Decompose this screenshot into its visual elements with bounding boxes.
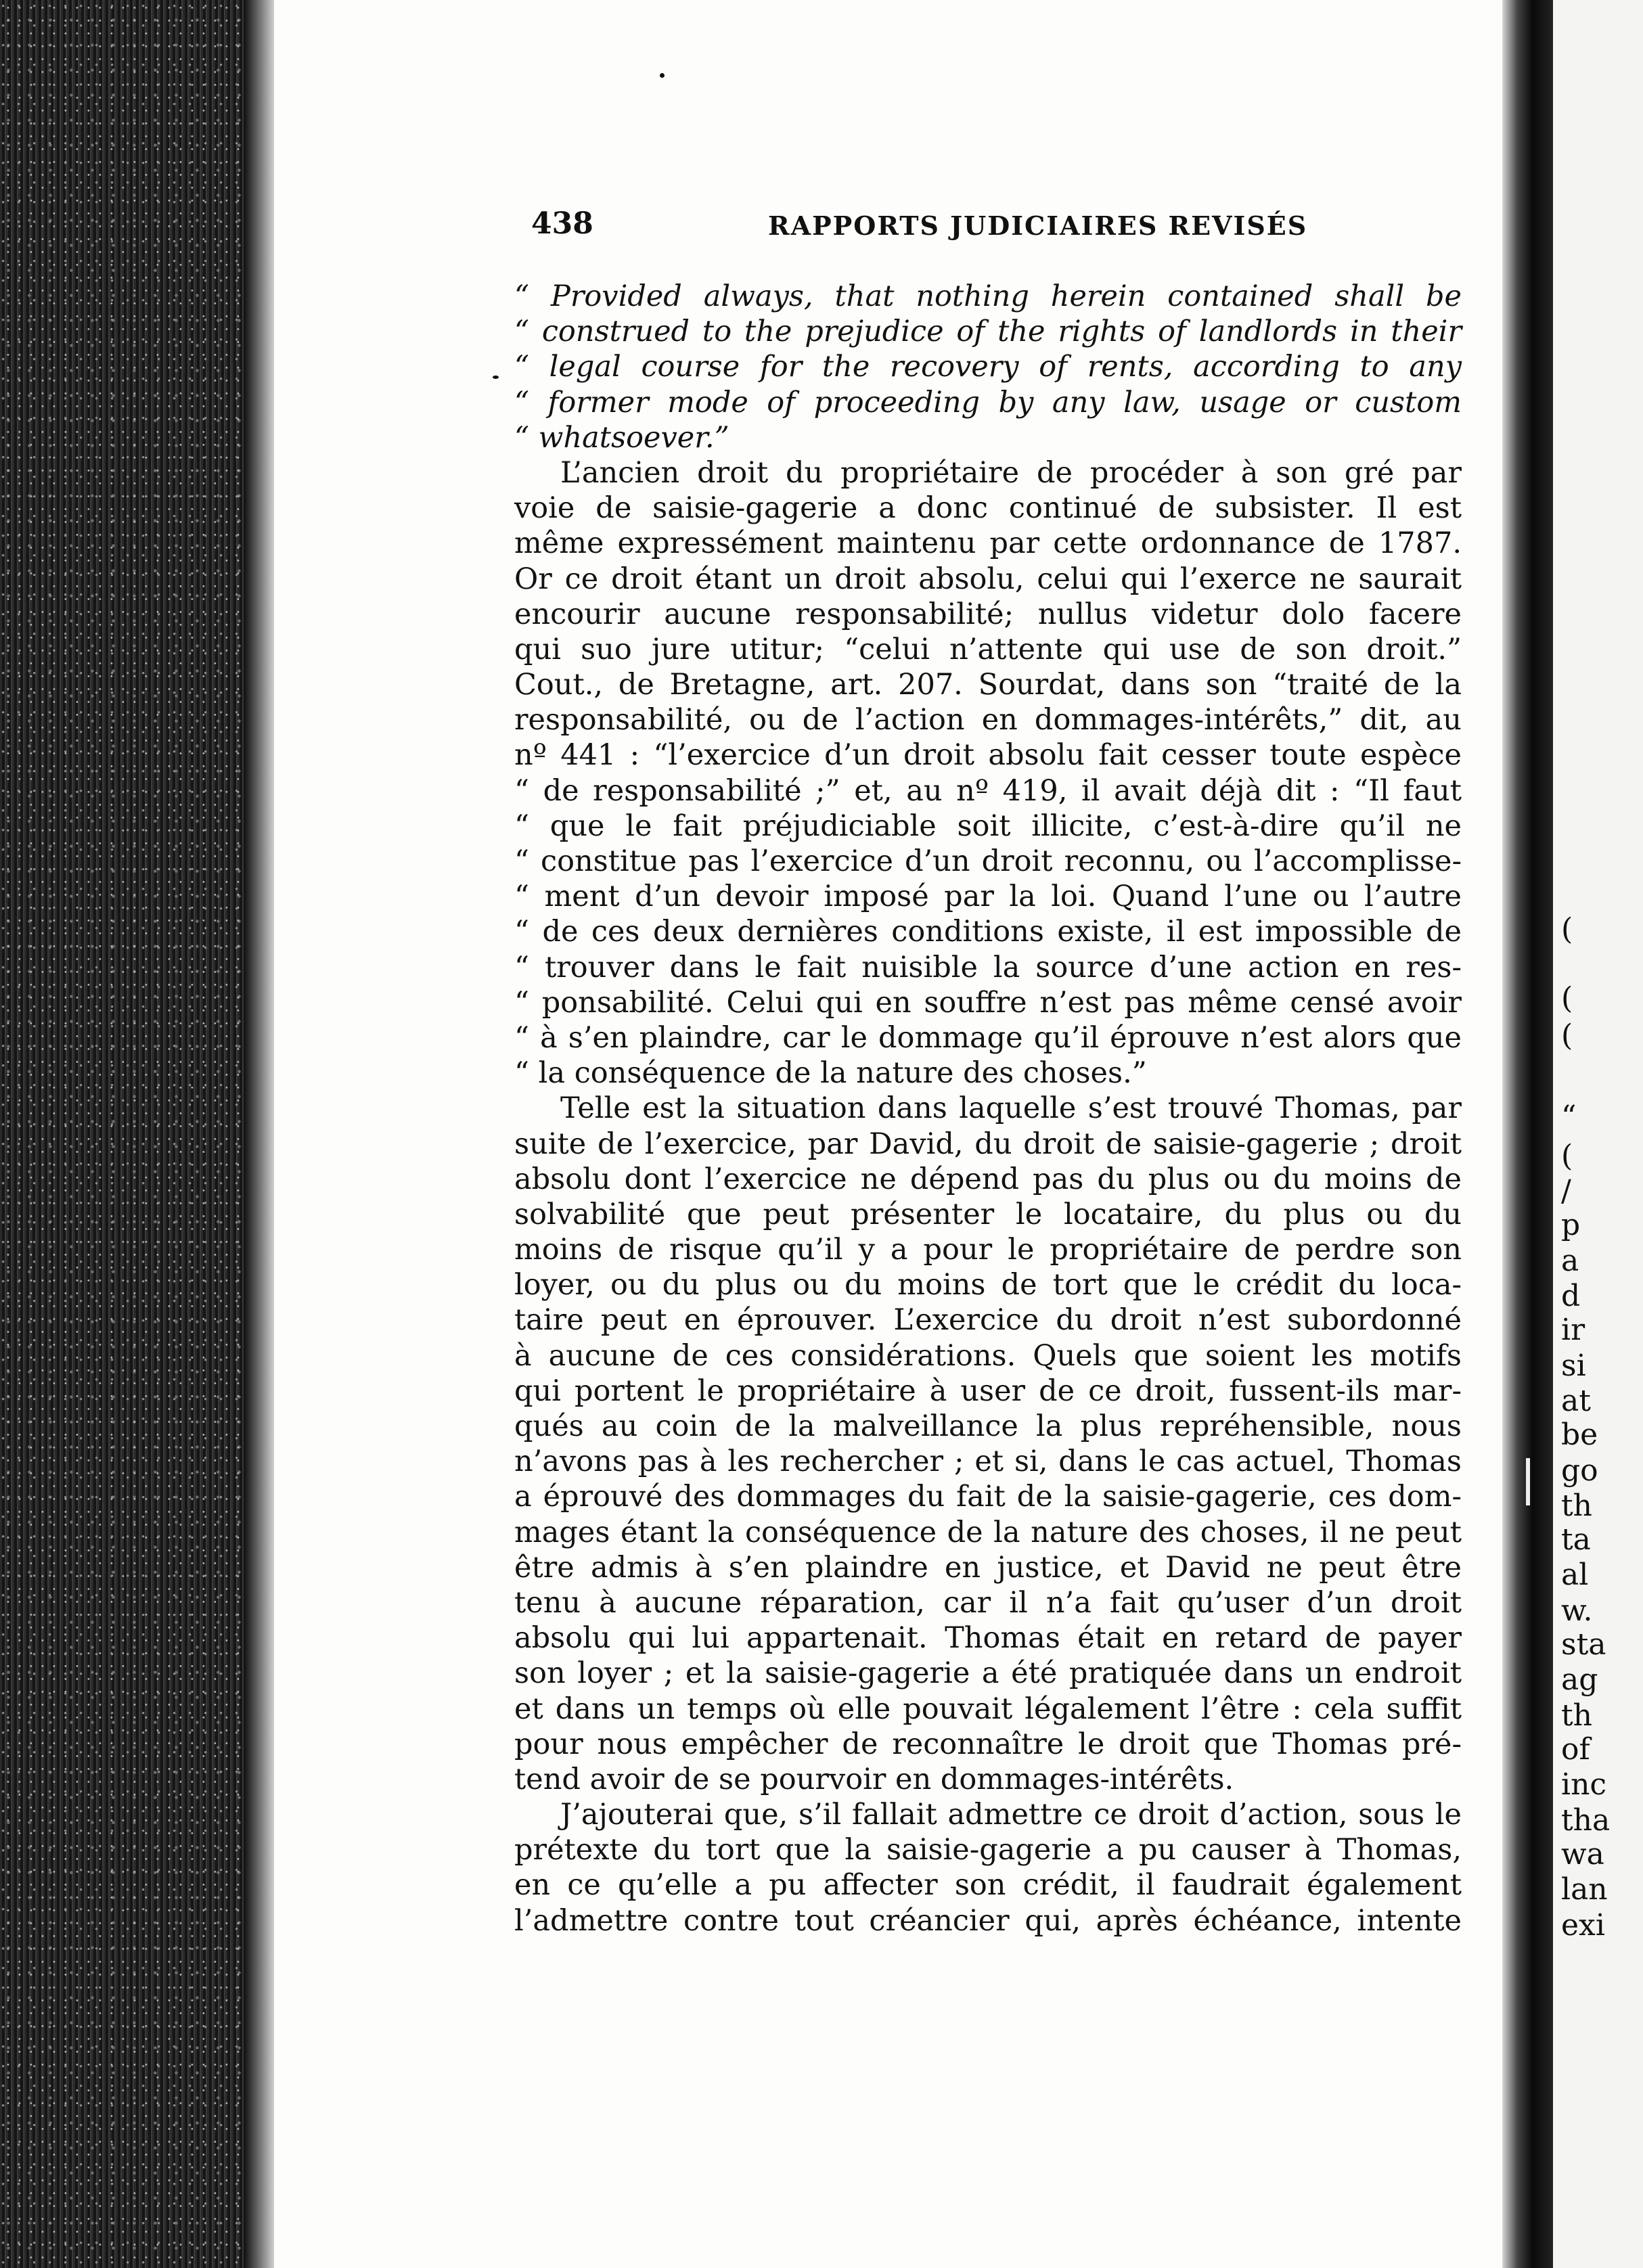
next-page-text: of [1561,1732,1590,1767]
text-line: “ ment d’un devoir imposé par la loi. Quand l’une ou l’autre [514,880,1462,914]
ink-speck [660,73,665,78]
text-line: suite de l’exercice, par David, du droit de saisie-gagerie ; droit [514,1127,1462,1161]
text-line: “ que le fait préjudiciable soit illicite, c’est-à-dire qu’il ne [514,809,1462,843]
paragraph [514,455,1462,1091]
next-page-text: be [1561,1418,1598,1452]
text-line: absolu qui lui appartenait. Thomas était en retard de payer [514,1621,1462,1656]
next-page-text: ( [1561,1018,1573,1053]
text-line: moins de risque qu’il y a pour le propriétaire de perdre son [514,1233,1462,1267]
text-line: qui portent le propriétaire à user de ce droit, fussent-ils mar- [514,1374,1462,1408]
page-edge-left [0,0,274,2268]
running-head [531,206,1451,247]
text-line: l’admettre contre tout créancier qui, après échéance, intente [514,1903,1462,1938]
text-line: tenu à aucune réparation, car il n’a fait qu’user d’un droit [514,1585,1462,1620]
page-gutter-shadow [244,0,274,2268]
text-line: L’ancien droit du propriétaire de procéder à son gré par [560,455,1462,490]
text-line: qui suo jure utitur; “celui n’attente qui use de son droit.” [514,632,1462,666]
text-line: absolu dont l’exercice ne dépend pas du plus ou du moins de [514,1162,1462,1196]
text-line: nº 441 : “l’exercice d’un droit absolu fait cesser toute espèce [514,738,1462,773]
next-page-text: / [1561,1174,1571,1208]
text-line: qués au coin de la malveillance la plus repréhensible, nous [514,1409,1462,1443]
quote-line: “ construed to the prejudice of the rights of landlords in their [514,315,1462,349]
quote-line: “ Provided always, that nothing herein contained shall be [514,279,1462,313]
text-line: être admis à s’en plaindre en justice, et David ne peut être [514,1550,1462,1585]
next-page-text: p [1561,1208,1581,1242]
text-line: solvabilité que peut présenter le locataire, du plus ou du [514,1197,1462,1231]
text-line: mages étant la conséquence de la nature des choses, il ne peut [514,1515,1462,1549]
next-page-text: at [1561,1384,1591,1418]
next-page-text: w. [1561,1593,1593,1628]
next-page-text: ag [1561,1662,1598,1697]
text-line: à aucune de ces considérations. Quels que soient les motifs [514,1338,1462,1373]
next-page-text: lan [1561,1872,1608,1907]
english-quote [514,279,1462,455]
next-page-text: exi [1561,1908,1605,1943]
text-line: n’avons pas à les rechercher ; et si, dans le cas actuel, Thomas [514,1445,1462,1479]
text-line: J’ajouterai que, s’il fallait admettre ce droit d’action, sous le [560,1798,1462,1832]
text-line: “ à s’en plaindre, car le dommage qu’il éprouve n’est alors que [514,1020,1462,1055]
text-line: “ de ces deux dernières conditions existe, il est impossible de [514,915,1462,949]
next-page-text: tha [1561,1803,1611,1838]
body-text [514,279,1462,1938]
next-page-text: al [1561,1558,1589,1592]
text-line: “ de responsabilité ;” et, au nº 419, il avait déjà dit : “Il faut [514,773,1462,808]
book-binding [1502,0,1553,2268]
text-line: a éprouvé des dommages du fait de la saisie-gagerie, ces dom- [514,1480,1462,1514]
next-page-text: th [1561,1489,1593,1523]
text-line: et dans un temps où elle pouvait légalement l’être : cela suffit [514,1692,1462,1726]
page-number: 438 [531,206,593,241]
ink-speck [493,376,499,379]
binding-mark [1526,1458,1530,1505]
text-line: “ trouver dans le fait nuisible la source d’une action en res- [514,950,1462,984]
next-page-text: ta [1561,1522,1591,1557]
next-page-text: ( [1561,1139,1573,1173]
next-page-text: sta [1561,1627,1606,1662]
text-line: encourir aucune responsabilité; nullus videtur dolo facere [514,597,1462,631]
text-line: prétexte du tort que la saisie-gagerie a pu causer à Thomas, [514,1833,1462,1867]
next-page-text: inc [1561,1767,1607,1802]
text-line: en ce qu’elle a pu affecter son crédit, il faudrait également [514,1868,1462,1903]
next-page-text: th [1561,1698,1593,1733]
next-page-text: d [1561,1279,1581,1313]
running-title: RAPPORTS JUDICIAIRES REVISÉS [768,210,1308,241]
text-line: taire peut en éprouver. L’exercice du droit n’est subordonné [514,1303,1462,1338]
text-line: tend avoir de se pourvoir en dommages-intérêts. [514,1762,1234,1796]
paragraph [514,1797,1462,1938]
text-line: “ ponsabilité. Celui qui en souffre n’est pas même censé avoir [514,985,1462,1020]
text-line: “ constitue pas l’exercice d’un droit reconnu, ou l’accomplisse- [514,844,1462,878]
next-page-text: go [1561,1453,1598,1488]
quote-line: “ former mode of proceeding by any law, usage or custom [514,385,1462,419]
text-line: son loyer ; et la saisie-gagerie a été pratiquée dans un endroit [514,1656,1462,1691]
next-page-text: wa [1561,1837,1604,1872]
text-line: loyer, ou du plus ou du moins de tort que le crédit du loca- [514,1268,1462,1302]
next-page-text: “ [1561,1099,1577,1134]
next-page-text: ( [1561,981,1573,1016]
quote-line: “ whatsoever.” [514,420,729,455]
next-page-text: ir [1561,1313,1585,1347]
paragraph [514,1091,1462,1797]
text-line: “ la conséquence de la nature des choses.” [514,1056,1147,1091]
text-line: Cout., de Bretagne, art. 207. Sourdat, dans son “traité de la [514,668,1462,702]
text-line: Or ce droit étant un droit absolu, celui qui l’exerce ne saurait [514,562,1462,596]
quote-line: “ legal course for the recovery of rents, according to any [514,350,1462,384]
text-line: même expressément maintenu par cette ordonnance de 1787. [514,526,1462,561]
text-line: pour nous empêcher de reconnaître le droit que Thomas pré- [514,1727,1462,1761]
next-page-text: a [1561,1244,1579,1278]
text-line: Telle est la situation dans laquelle s’est trouvé Thomas, par [560,1091,1462,1126]
next-page-fragment [1553,0,1643,2268]
text-line: responsabilité, ou de l’action en dommages-intérêts,” dit, au [514,703,1462,738]
next-page-text: si [1561,1348,1586,1383]
text-line: voie de saisie-gagerie a donc continué de subsister. Il est [514,491,1462,526]
next-page-text: ( [1561,912,1573,947]
